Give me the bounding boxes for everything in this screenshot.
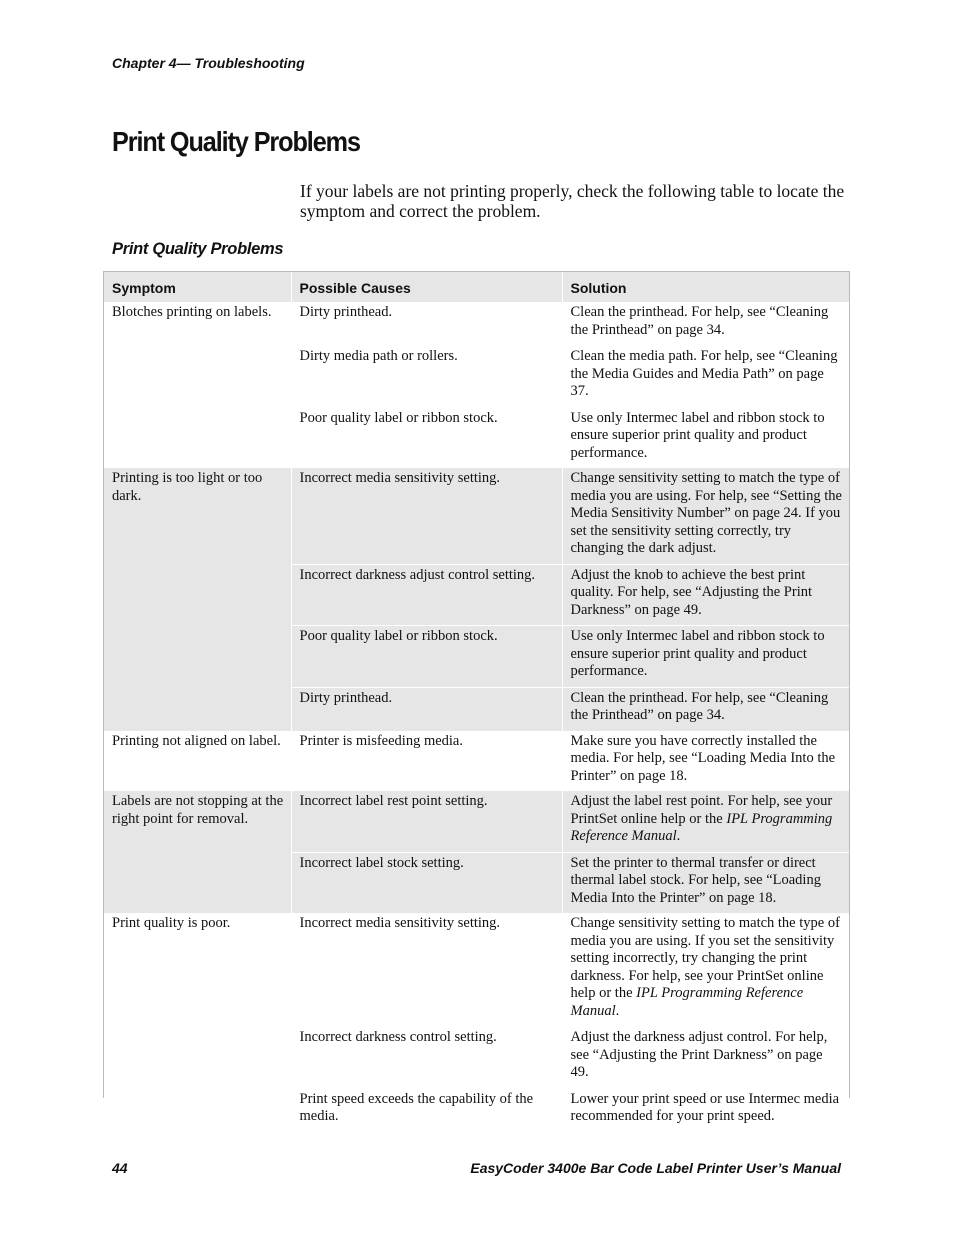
solution-cell	[562, 687, 849, 731]
solution-tail: .	[615, 1002, 620, 1019]
solution-cell	[562, 302, 849, 346]
manual-title: EasyCoder 3400e Bar Code Label Printer User’s Manual	[470, 1160, 841, 1176]
troubleshooting-table	[103, 271, 850, 1124]
solution-text: Change sensitivity setting to match the type of media you are using. For help, see “Setting the Media Sensitivity Number” on page 24. If you set the sensitivity setting correctly, try changing the dark adjust.	[570, 470, 842, 556]
table-row	[104, 791, 849, 852]
cause-cell: Poor quality label or ribbon stock.	[291, 407, 562, 468]
solution-text: Use only Intermec label and ribbon stock to ensure superior print quality and product performance.	[570, 409, 825, 461]
cause-cell: Incorrect media sensitivity setting.	[291, 468, 562, 564]
symptom-cell: Printing not aligned on label.	[104, 731, 291, 792]
solution-cell	[562, 852, 849, 913]
cause-cell: Print speed exceeds the capability of the media.	[291, 1088, 562, 1133]
running-head: Chapter 4— Troubleshooting	[112, 55, 305, 71]
solution-cell	[562, 913, 849, 1027]
table-row	[104, 468, 849, 564]
cause-cell: Dirty printhead.	[291, 302, 562, 346]
solution-text: Adjust the knob to achieve the best print quality. For help, see “Adjusting the Print Darkness” on page 49.	[570, 566, 813, 618]
solution-text: Adjust the label rest point. For help, see your PrintSet online help or the	[570, 793, 833, 827]
solution-text: Lower your print speed or use Intermec media recommended for your print speed.	[570, 1090, 840, 1124]
solution-cell	[562, 407, 849, 468]
cause-cell: Poor quality label or ribbon stock.	[291, 626, 562, 688]
solution-cell	[562, 1027, 849, 1089]
table-header-row	[104, 272, 849, 302]
solution-cell	[562, 346, 849, 408]
table-body	[104, 302, 849, 1133]
solution-text: Set the printer to thermal transfer or direct thermal label stock. For help, see “Loading Media Into the Printer” on page 18.	[570, 854, 821, 906]
solution-text: Make sure you have correctly installed the media. For help, see “Loading Media Into the Printer” on page 18.	[570, 732, 836, 784]
intro-paragraph: If your labels are not printing properly, check the following table to locate the symptom and correct the problem.	[300, 181, 845, 221]
solution-cell	[562, 731, 849, 792]
solution-manual-title: IPL Programming Reference Manual	[570, 810, 833, 844]
table-row	[104, 913, 849, 1027]
table-row	[104, 731, 849, 792]
solution-text: Use only Intermec label and ribbon stock to ensure superior print quality and product performance.	[570, 628, 825, 679]
solution-cell	[562, 564, 849, 626]
symptom-cell: Print quality is poor.	[104, 913, 291, 1133]
cause-cell: Incorrect darkness control setting.	[291, 1027, 562, 1089]
cause-cell: Incorrect label stock setting.	[291, 852, 562, 913]
page-title: Print Quality Problems	[112, 126, 360, 157]
cause-cell: Printer is misfeeding media.	[291, 731, 562, 792]
cause-cell: Dirty media path or rollers.	[291, 346, 562, 408]
solution-text: Clean the printhead. For help, see “Cleaning the Printhead” on page 34.	[570, 304, 829, 338]
solution-cell	[562, 1088, 849, 1133]
symptom-cell: Printing is too light or too dark.	[104, 468, 291, 731]
header-solution: Solution	[562, 272, 849, 302]
solution-text: Clean the media path. For help, see “Cleaning the Media Guides and Media Path” on page 37.	[570, 348, 838, 399]
solution-text: Clean the printhead. For help, see “Cleaning the Printhead” on page 34.	[570, 689, 829, 723]
solution-cell	[562, 791, 849, 852]
solution-cell	[562, 468, 849, 564]
table-row	[104, 302, 849, 346]
header-possible-causes: Possible Causes	[291, 272, 562, 302]
cause-cell: Incorrect darkness adjust control setting.	[291, 564, 562, 626]
header-symptom: Symptom	[104, 272, 291, 302]
cause-cell: Dirty printhead.	[291, 687, 562, 731]
cause-cell: Incorrect media sensitivity setting.	[291, 913, 562, 1027]
page-number: 44	[112, 1160, 128, 1176]
solution-manual-title: IPL Programming Reference Manual	[570, 985, 804, 1019]
solution-cell	[562, 626, 849, 688]
cause-cell: Incorrect label rest point setting.	[291, 791, 562, 852]
symptom-cell: Labels are not stopping at the right point for removal.	[104, 791, 291, 913]
solution-text: Change sensitivity setting to match the type of media you are using. If you set the sensitivity setting incorrectly, try changing the print darkness. For help, see your PrintSet online help or the	[570, 915, 840, 1001]
table-title: Print Quality Problems	[112, 240, 284, 258]
solution-tail: .	[676, 828, 681, 844]
solution-text: Adjust the darkness adjust control. For help, see “Adjusting the Print Darkness” on page 49.	[570, 1029, 828, 1080]
symptom-cell: Blotches printing on labels.	[104, 302, 291, 468]
